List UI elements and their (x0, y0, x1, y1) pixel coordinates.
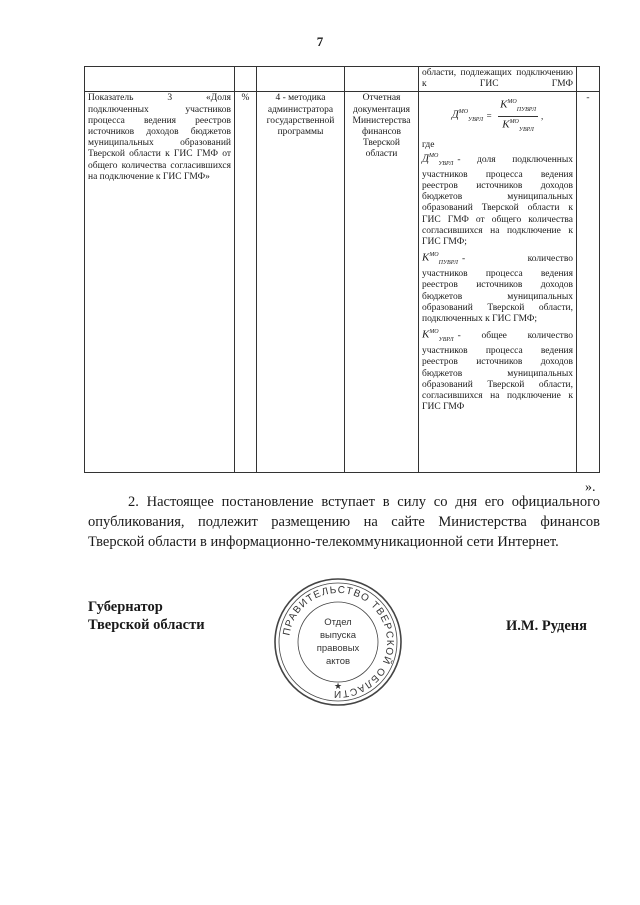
formula-tail: , (541, 111, 544, 122)
stamp-center-text: Отдел выпуска правовых актов (316, 617, 360, 667)
indicator-table (84, 66, 600, 473)
method-cell: 4 - методика администратора государственной программы (257, 92, 345, 473)
cell-formula-continuation: области, подлежащих подключению к ГИС ГМФ (419, 67, 577, 92)
signature-name: И.М. Руденя (506, 618, 588, 634)
formula-lhs: $Д^{МО}_{УВРЛ}$ (451, 109, 484, 124)
var-d-line: $Д^{МО}_{УВРЛ}$ - доля подключенных (422, 152, 573, 167)
formula-fraction: $\frac{К^{МО}_{ПУВРЛ}}{К^{МО}_{УВРЛ}}$ (500, 99, 537, 134)
closing-quote: ». (585, 480, 596, 495)
var-k1-description: участников процесса ведения реестров источников доходов бюджетов муниципальных образований Тверской области, подключенных к ГИС ГМФ; (422, 269, 573, 325)
cell-empty-method (257, 67, 345, 92)
official-stamp (272, 576, 404, 708)
extra-cell: - (577, 92, 600, 473)
stamp-star-icon: ★ (333, 681, 343, 691)
cell-empty-extra (577, 67, 600, 92)
source-cell: Отчетная документация Министерства финансов Тверской области (345, 92, 419, 473)
page-number: 7 (316, 34, 324, 49)
stamp-ring-text: ПРАВИТЕЛЬСТВО ТВЕРСКОЙ ОБЛАСТИ (281, 584, 396, 700)
formula-equation (422, 93, 573, 139)
indicator-name-cell: Показатель 3 «Доля подключенных участников процесса ведения реестров источников доходов бюджетов муниципальных образований Тверской области к ГИС ГМФ от общего количества согласившихся на подключение к ГИС ГМФ» (85, 92, 235, 473)
cell-empty-source (345, 67, 419, 92)
signature-position-line2: Тверской области (88, 617, 205, 633)
unit-cell: % (235, 92, 257, 473)
cell-empty-unit (235, 67, 257, 92)
formula-cell (419, 92, 577, 473)
var-k2-line: $К^{МО}_{УВРЛ}$ - общее количество (422, 328, 573, 344)
paragraph-2: 2. Настоящее постановление вступает в силу со дня его официального опубликования, подлежит размещению на сайте Министерства финансов Тверской области в информационно-телекоммуникационной сети Интернет. (88, 494, 600, 550)
table-row-indicator-3 (85, 92, 600, 473)
var-k2-description: участников процесса ведения реестров источников доходов бюджетов муниципальных образований Тверской области, согласившихся на подключение к ГИС ГМФ (422, 346, 573, 413)
var-d-description: участников процесса ведения реестров источников доходов бюджетов муниципальных образований Тверской области к ГИС ГМФ от общего количества согласившихся на подключение к ГИС ГМФ; (422, 169, 573, 247)
signature-position-line1: Губернатор (88, 599, 163, 615)
signature-position (88, 598, 205, 634)
cell-empty-name (85, 67, 235, 92)
formula-where: где (422, 139, 435, 150)
table-row-continuation (85, 67, 600, 92)
formula-equals: = (486, 111, 493, 122)
var-k1-line: $К^{МО}_{ПУВРЛ}$ - количество (422, 251, 573, 267)
